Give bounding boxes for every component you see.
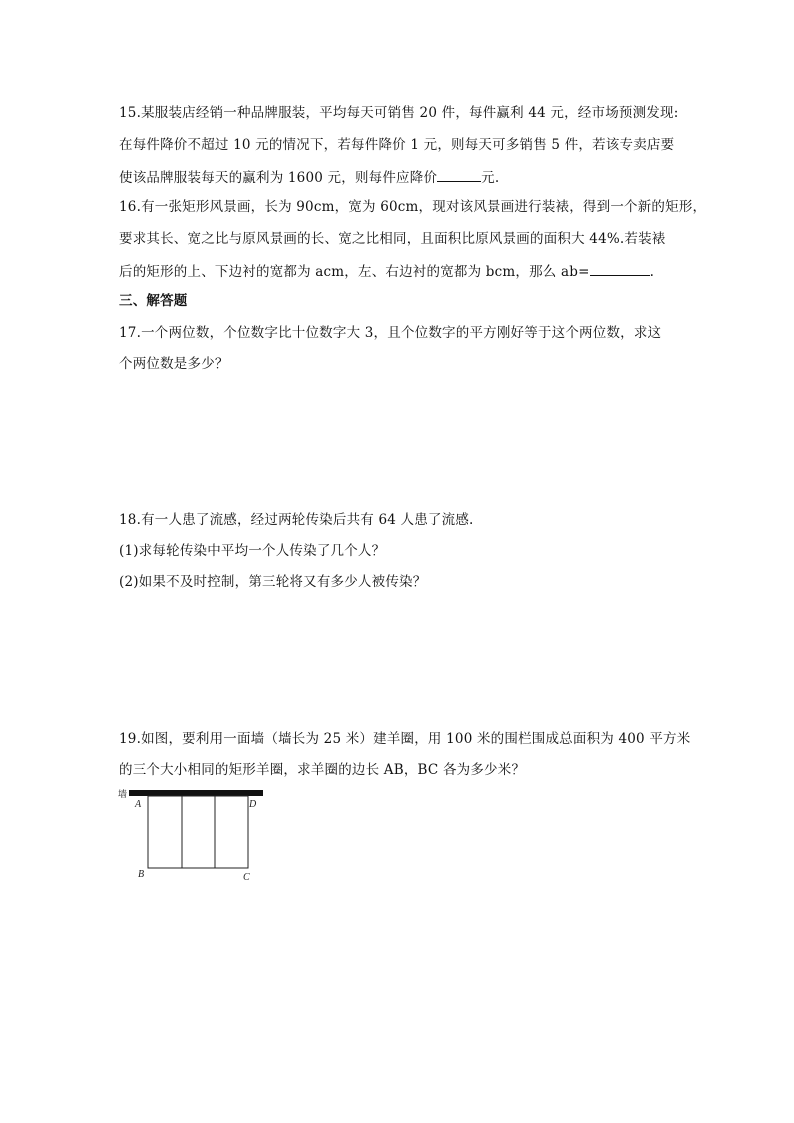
wall-label: 墙 [118, 790, 128, 800]
q19-line-1: 19.如图，要利用一面墙（墙长为 25 米）建羊圈，用 100 米的围栏围成总面积为 400 平方米 [119, 731, 691, 747]
q15-line-2: 在每件降价不超过 10 元的情况下，若每件降价 1 元，则每天可多销售 5 件，若该专卖店要 [119, 137, 675, 153]
q19-line-2: 的三个大小相同的矩形羊圈，求羊圈的边长 AB，BC 各为多少米？ [119, 762, 526, 778]
q16-line-1: 16.有一张矩形风景画，长为 90cm，宽为 60cm，现对该风景画进行装裱，得到一个新的矩形， [119, 199, 707, 215]
q16-line-3 [119, 261, 654, 281]
point-c-label: C [243, 872, 250, 883]
q16-line-3-end: . [649, 264, 655, 280]
point-b-label: B [138, 869, 145, 880]
q18-line-1: 18.有一人患了流感，经过两轮传染后共有 64 人患了流感. [119, 512, 474, 528]
q15-line-1: 15.某服装店经销一种品牌服装，平均每天可销售 20 件，每件赢利 44 元，经市场预测发现: [119, 105, 679, 121]
section-title: 三、解答题 [119, 293, 188, 309]
q16-line-2: 要求其长、宽之比与原风景画的长、宽之比相同，且面积比原风景画的面积大 44%.若装裱 [119, 231, 666, 247]
q16-line-3-text: 后的矩形的上、下边衬的宽都为 acm，左、右边衬的宽都为 bcm，那么 ab= [119, 264, 590, 280]
q16-answer-blank [590, 261, 650, 276]
q15-line-3-text: 使该品牌服装每天的赢利为 1600 元，则每件应降价 [119, 170, 438, 186]
q17-line-2: 个两位数是多少？ [119, 356, 229, 372]
point-d-label: D [249, 799, 257, 810]
q15-line-3 [119, 167, 499, 187]
q18-part-1: (1)求每轮传染中平均一个人传染了几个人？ [119, 543, 386, 559]
wall-bar [129, 790, 263, 796]
pen-outline [148, 796, 248, 868]
q15-answer-blank [437, 167, 481, 182]
sheep-pen-figure [116, 786, 266, 886]
q15-line-3-end: 元. [481, 170, 500, 186]
q17-line-1: 17.一个两位数，个位数字比十位数字大 3，且个位数字的平方刚好等于这个两位数，求这 [119, 325, 662, 341]
q18-part-2: (2)如果不及时控制，第三轮将又有多少人被传染？ [119, 574, 427, 590]
point-a-label: A [135, 799, 142, 810]
